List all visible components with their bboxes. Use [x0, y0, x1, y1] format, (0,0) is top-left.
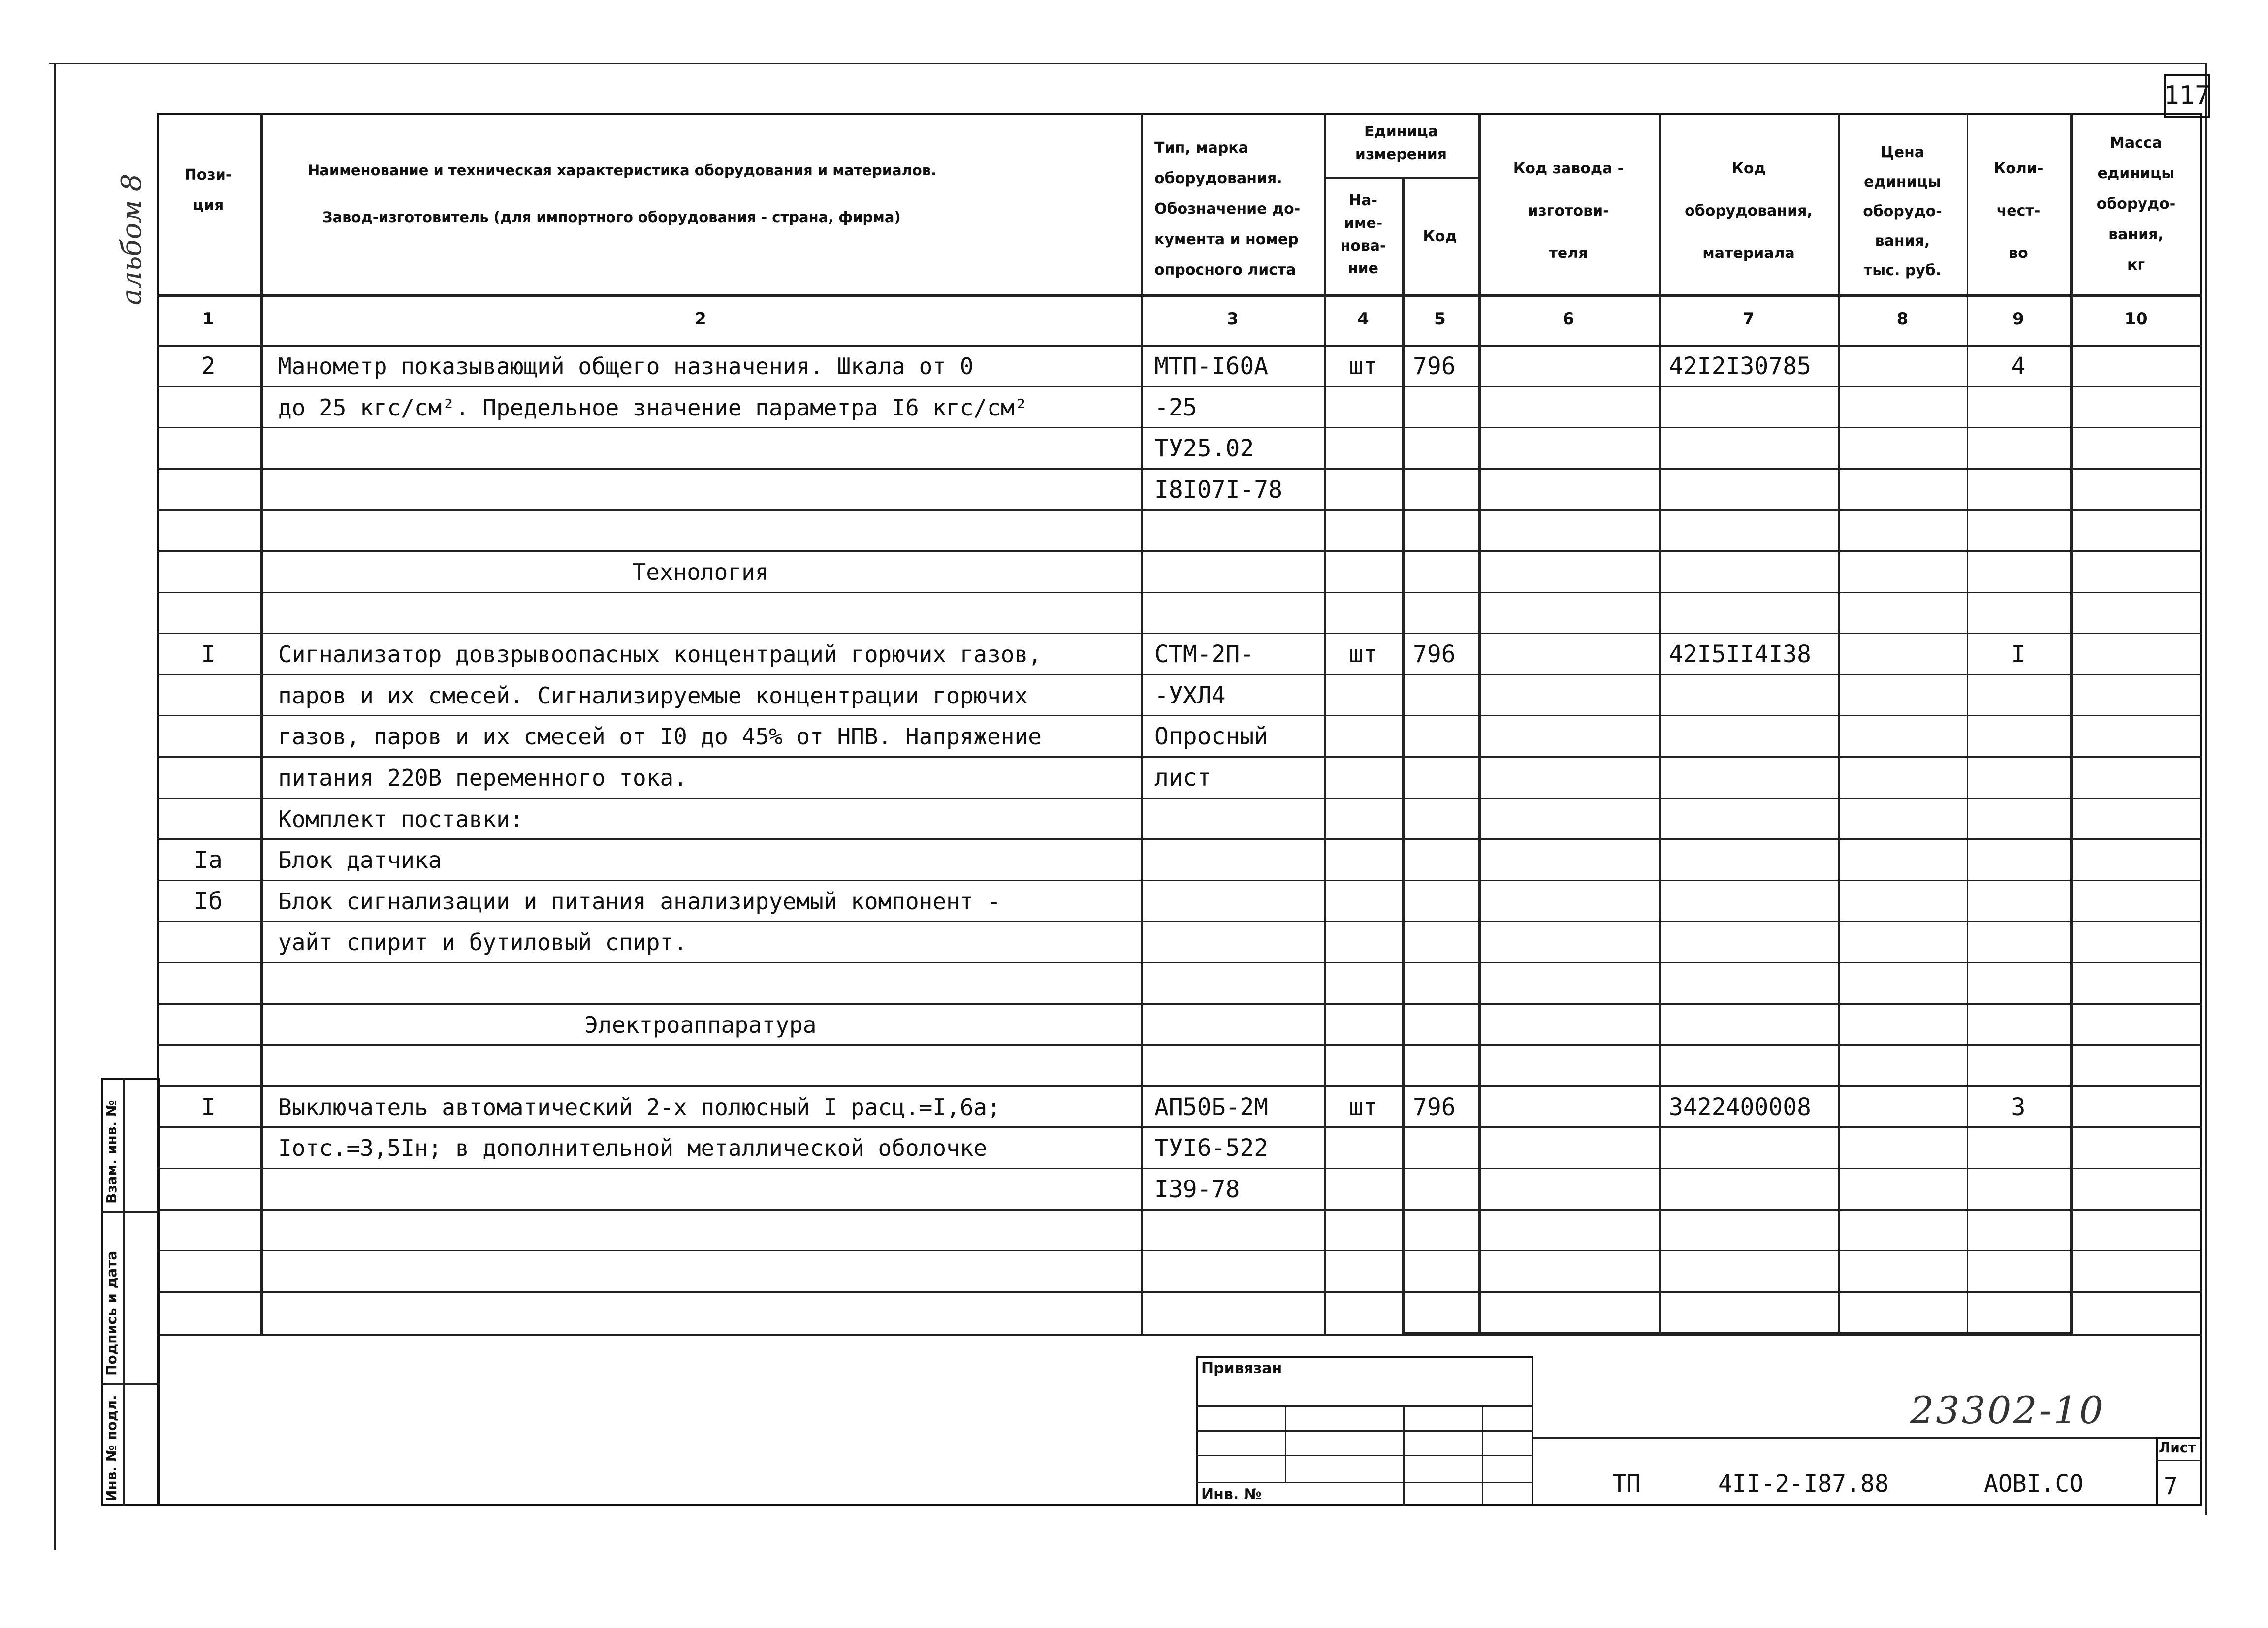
col-line-4	[1402, 177, 1405, 1334]
cell-type: I39-78	[1154, 1176, 1240, 1203]
cell-name: до 25 кгс/см². Предельное значение параметра I6 кгс/см²	[278, 394, 1028, 421]
header-col8: Цена единицы оборудо- вания, тыс. руб.	[1863, 144, 1942, 279]
colnum-6: 6	[1563, 309, 1574, 329]
cell-name: Манометр показывающий общего назначения. Шкала от 0	[278, 353, 974, 380]
cell-unit-code: 796	[1413, 1093, 1456, 1121]
row-separator	[157, 1126, 2202, 1128]
cell-quantity: 4	[2011, 352, 2026, 380]
cell-name: Блок сигнализации и питания анализируемый компонент -	[278, 888, 1001, 915]
cell-name: питания 220В переменного тока.	[278, 765, 687, 791]
row-separator	[157, 386, 2202, 387]
cell-name: Iотс.=3,5Iн; в дополнительной металлической оболочке	[278, 1135, 988, 1162]
cell-quantity: I	[2011, 640, 2026, 669]
row-separator	[157, 427, 2202, 428]
cell-name: Комплект поставки:	[278, 805, 524, 832]
cell-type: -25	[1154, 393, 1197, 421]
cell-position: Iа	[194, 846, 223, 874]
header-col6: Код завода - изготови- теля	[1513, 160, 1624, 262]
section-heading: Технология	[632, 559, 769, 585]
top-border	[49, 63, 2205, 64]
cell-unit: шт	[1349, 640, 1377, 669]
cell-name: паров и их смесей. Сигнализируемые концентрации горючих	[278, 682, 1028, 709]
colnum-3: 3	[1227, 309, 1239, 329]
row-separator	[157, 550, 2202, 552]
row-separator	[157, 798, 2202, 799]
colnum-10: 10	[2124, 309, 2148, 329]
row-separator	[157, 838, 2202, 840]
cell-name: уайт спирит и бутиловый спирт.	[278, 929, 687, 956]
col-line-3	[1324, 113, 1326, 1334]
section-heading: Электроаппаратура	[584, 1011, 817, 1038]
colnum-7: 7	[1743, 309, 1755, 329]
cell-position: I	[201, 1093, 216, 1121]
cell-unit: шт	[1349, 352, 1377, 380]
row-separator	[157, 921, 2202, 922]
header-col4: На- имe- нова- ние	[1340, 192, 1386, 277]
row-separator	[157, 1003, 2202, 1005]
privyazan-label: Привязан	[1201, 1360, 1282, 1377]
unit-group-divider	[1324, 177, 1478, 179]
cell-type: I8I07I-78	[1154, 476, 1283, 504]
colnum-bottom-line	[157, 345, 2202, 347]
handwritten-number: 23302-10	[1910, 1388, 2106, 1432]
header-bottom-line	[157, 294, 2202, 297]
cell-type: лист	[1154, 764, 1212, 792]
row-separator	[157, 756, 2202, 758]
side-stamp-inv-podl: Инв. № подл.	[103, 1395, 120, 1501]
left-outer-border	[54, 63, 56, 1550]
cell-name: Блок датчика	[278, 847, 442, 874]
colnum-5: 5	[1434, 309, 1446, 329]
row-separator	[157, 1291, 2202, 1293]
row-separator	[157, 468, 2202, 470]
row-separator	[157, 715, 2202, 716]
header-unit-group: Единица измерения	[1355, 123, 1447, 163]
cell-position: Iб	[194, 887, 223, 915]
cell-type: АП50Б-2М	[1154, 1093, 1269, 1121]
col-line-6	[1659, 113, 1661, 1334]
cell-position: I	[201, 640, 216, 669]
side-stamp-podpis: Подпись и дата	[103, 1250, 120, 1376]
sheet-number-top: 117	[2164, 81, 2210, 110]
privyazan-col2	[1403, 1405, 1405, 1506]
cell-equipment-code: 42I2I30785	[1669, 352, 1811, 380]
cell-name: газов, паров и их смесей от I0 до 45% от НПВ. Напряжение	[278, 723, 1042, 750]
colnum-4: 4	[1357, 309, 1369, 329]
row-separator	[157, 592, 2202, 593]
colnum-1: 1	[202, 309, 214, 329]
sheet-box-divider	[2156, 1460, 2202, 1461]
col-line-1	[260, 113, 263, 1334]
row-separator	[157, 962, 2202, 963]
privyazan-col3	[1482, 1405, 1483, 1506]
row-separator	[157, 1209, 2202, 1211]
header-col7: Код оборудования, материала	[1685, 160, 1813, 262]
doc-code: АОВI.СО	[1984, 1470, 2084, 1498]
header-col9: Коли- чест- во	[1993, 160, 2044, 262]
colnum-9: 9	[2012, 309, 2024, 329]
cell-unit-code: 796	[1413, 352, 1456, 380]
side-stamp-div2	[101, 1383, 160, 1385]
doc-prefix: ТП	[1612, 1470, 1641, 1498]
album-note: альбом 8	[116, 173, 148, 305]
doc-number: 4II-2-I87.88	[1718, 1470, 1889, 1498]
row-separator	[157, 1168, 2202, 1169]
cell-type: Опросный	[1154, 723, 1269, 751]
col-line-9	[2070, 113, 2073, 1334]
row-separator	[157, 1085, 2202, 1087]
cell-unit: шт	[1349, 1093, 1377, 1121]
body-end-line	[157, 1334, 2202, 1336]
row-separator	[157, 880, 2202, 881]
cell-unit-code: 796	[1413, 640, 1456, 669]
header-col3: Тип, марка оборудования. Обозначение до- кумента и номер опросного листа	[1154, 139, 1301, 279]
cell-type: -УХЛ4	[1154, 681, 1226, 709]
header-col2-line2: Завод-изготовитель (для импортного оборудования - страна, фирма)	[322, 209, 901, 225]
col-line-8	[1967, 113, 1968, 1334]
col-line-7	[1838, 113, 1840, 1334]
cell-position: 2	[201, 352, 216, 380]
colnum-2: 2	[695, 309, 706, 329]
privyazan-col1	[1285, 1405, 1286, 1482]
side-stamp-vdiv	[123, 1078, 125, 1506]
cell-equipment-code: 42I5II4I38	[1669, 640, 1811, 669]
row-separator	[157, 1250, 2202, 1251]
row-separator	[157, 1044, 2202, 1046]
side-stamp-div1	[101, 1211, 160, 1213]
row-separator	[157, 509, 2202, 511]
row-separator	[157, 674, 2202, 675]
cell-name: Выключатель автоматический 2-х полюсный I расц.=I,6а;	[278, 1093, 1001, 1120]
cell-quantity: 3	[2011, 1093, 2026, 1121]
row-separator	[157, 633, 2202, 634]
colnum-8: 8	[1896, 309, 1909, 329]
side-stamp-vzam: Взам. инв. №	[103, 1100, 120, 1204]
header-col10: Масса единицы оборудо- вания, кг	[2096, 134, 2176, 274]
header-col2-line1: Наименование и техническая характеристика оборудования и материалов.	[308, 162, 937, 179]
doc-box-top	[1533, 1437, 2202, 1439]
sheet-value: 7	[2164, 1472, 2178, 1500]
cell-name: Сигнализатор довзрывоопасных концентраций горючих газов,	[278, 641, 1042, 668]
cell-equipment-code: 3422400008	[1669, 1093, 1811, 1121]
cell-type: ТУ25.02	[1154, 435, 1254, 463]
cell-type: ТУI6-522	[1154, 1134, 1269, 1162]
inv-no-label: Инв. №	[1201, 1486, 1262, 1503]
col-line-5	[1478, 113, 1481, 1334]
col-line-2	[1141, 113, 1143, 1334]
header-col5: Код	[1423, 228, 1457, 245]
header-col1: Пози- ция	[184, 166, 232, 214]
sheet-label: Лист	[2159, 1439, 2196, 1456]
right-outer-border	[2205, 63, 2207, 1515]
cell-type: СТМ-2П-	[1154, 640, 1254, 669]
cell-type: МТП-I60А	[1154, 352, 1269, 380]
